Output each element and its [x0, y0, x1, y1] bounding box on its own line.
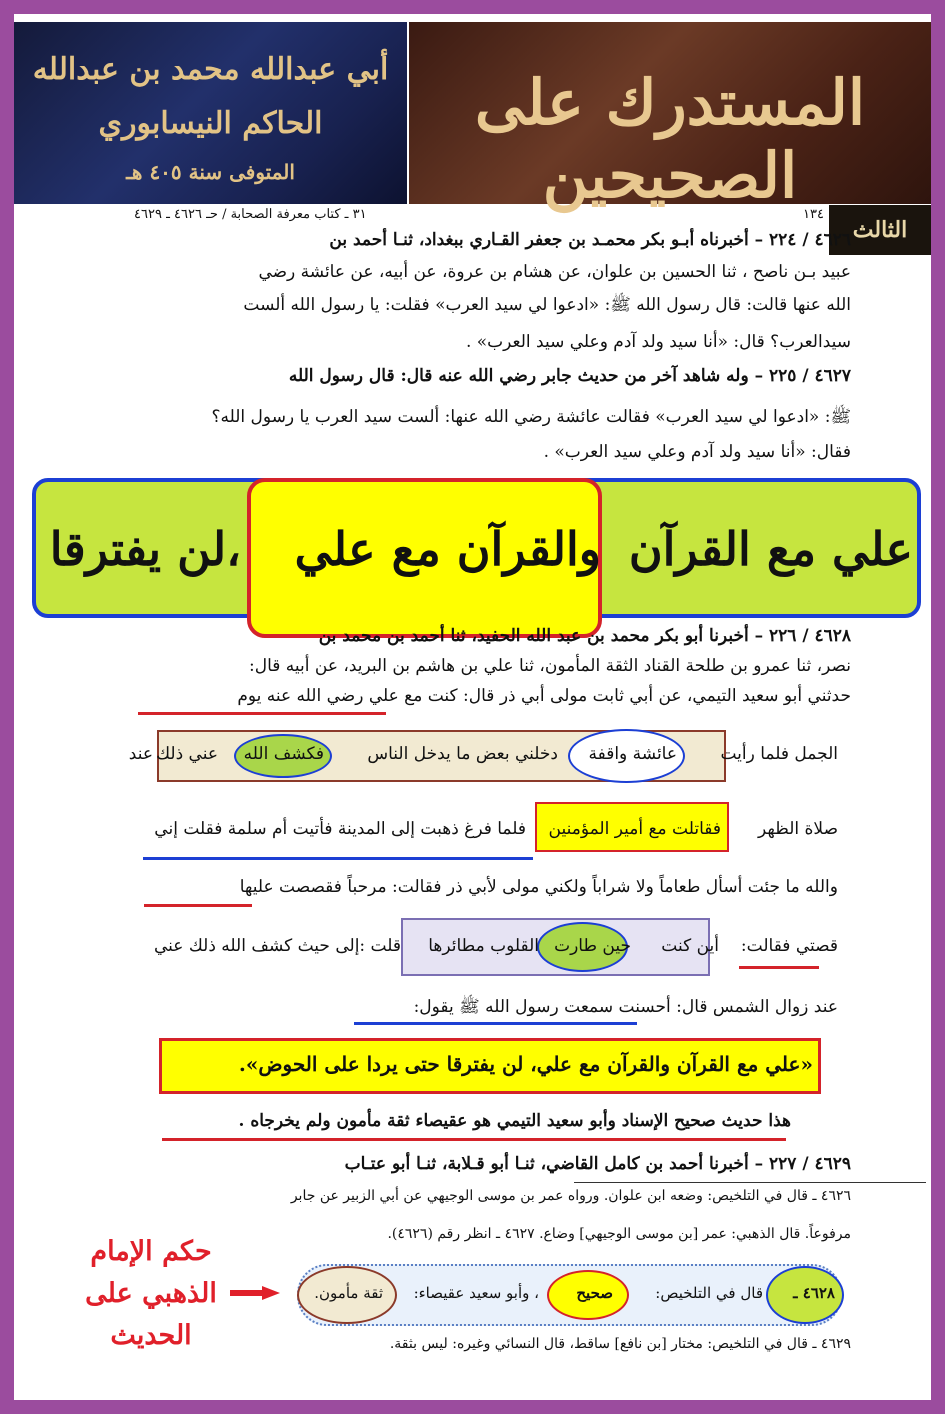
hadith-4628-line-7b: أين كنت [661, 936, 719, 956]
footnote-4628-text-c: ، وأبو سعيد عقيصاء: [413, 1284, 539, 1302]
hadith-4628-line-6: والله ما جئت أسأل طعاماً ولا شراباً ولكني مولى لأبي ذر فقالت: مرحباً فقصصت عليها [239, 877, 838, 897]
underline-qissati [739, 966, 819, 969]
underline-kuntu-maa-ali [138, 712, 386, 715]
author-nisba: الحاكم النيسابوري [98, 106, 323, 141]
banner-text-part-1: علي مع القرآن [628, 522, 913, 576]
hadith-4626-line-2: عبيد بـن ناصح ، ثنا الحسين بن علوان، عن هشام بن عروة، عن أبيه، عن عائشة رضي [258, 262, 851, 282]
author-name: أبي عبدالله محمد بن عبدالله [32, 52, 389, 87]
hadith-4627-line-2: ﷺ: «ادعوا لي سيد العرب» فقالت عائشة رضي الله عنها: ألست سيد العرب يا رسول الله؟ [211, 407, 851, 427]
book-title: المستدرك على الصحيحين [474, 66, 866, 212]
side-note-line-2: الذهبي على [85, 1278, 217, 1309]
hadith-4628-line-8: عند زوال الشمس قال: أحسنت سمعت رسول الله ﷺ يقول: [413, 997, 838, 1017]
hadith-4628-line-4f: عند [128, 744, 153, 764]
hadith-4629-line-1: ٤٦٢٩ / ٢٢٧ – أخبرنا أحمد بن كامل القاضي، ثنـا أبو قـلابة، ثنـا أبو عتـاب [344, 1154, 851, 1174]
book-title-cover [409, 22, 931, 212]
underline-i-heard [354, 1022, 637, 1025]
hadith-4627-line-3: فقال: «أنا سيد ولد آدم وعلي سيد العرب» . [543, 442, 851, 462]
footnote-separator [574, 1182, 926, 1183]
hadith-4628-line-4d: فكشف الله [243, 744, 324, 764]
footnote-4629: ٤٦٢٩ ـ قال في التلخيص: مختار [بن نافع] ساقط، قال النسائي وغيره: ليس بثقة. [389, 1336, 851, 1352]
footnote-4628-text-a: قال في التلخيص: [655, 1284, 763, 1302]
hadith-4628-line-5c: فلما فرغ ذهبت إلى المدينة فأتيت أم سلمة فقلت إني [154, 819, 526, 839]
footnote-4626-line-2: مرفوعاً. قال الذهبي: عمر [بن موسى الوجيهي] وضاع. ٤٦٢٧ ـ انظر رقم (٤٦٢٦). [387, 1226, 851, 1242]
underline-went-to-madina [143, 857, 533, 860]
hadith-4626-line-1: ٤٦٢٦ / ٢٢٤ – أخبرناه أبـو بكر محمـد بن جعفر القـاري ببغداد، ثنـا أحمد بن [329, 230, 851, 250]
footnote-4628-sahih: صحيح [576, 1284, 613, 1302]
hadith-4628-line-7c: حين طارت [554, 936, 631, 956]
hadith-4626-line-3: الله عنها قالت: قال رسول الله ﷺ: «ادعوا لي سيد العرب» فقلت: يا رسول الله ألست [243, 295, 851, 315]
underline-fqasastu [144, 904, 252, 907]
red-arrow-icon [230, 1286, 280, 1300]
hadith-quote-text: «علي مع القرآن والقرآن مع علي، لن يفترقا حتى يردا على الحوض». [238, 1052, 813, 1076]
hadith-4628-line-4a: الجمل فلما رأيت [720, 744, 838, 764]
author-cover [14, 22, 407, 204]
running-head [134, 207, 824, 222]
footnote-4628-number: ٤٦٢٨ ـ [793, 1284, 835, 1302]
banner-text-part-2: والقرآن مع علي [294, 522, 601, 576]
hadith-4628-line-7e: قلت :إلى حيث كشف الله ذلك عني [153, 936, 401, 956]
hadith-4628-line-7a: قصتي فقالت: [740, 936, 838, 956]
side-note-line-3: الحديث [110, 1320, 192, 1351]
hadith-4628-line-5b: فقاتلت مع أمير المؤمنين [548, 819, 721, 839]
hakim-verdict: هذا حديث صحيح الإسناد وأبو سعيد التيمي هو عقيصاء ثقة مأمون ولم يخرجاه . [238, 1111, 791, 1131]
chapter-reference: ٣١ ـ كتاب معرفة الصحابة / حـ ٤٦٢٦ ـ ٤٦٢٩ [134, 207, 367, 222]
hadith-4628-line-4c: دخلني بعض ما يدخل الناس [367, 744, 558, 764]
hadith-4628-line-3: حدثني أبو سعيد التيمي، عن أبي ثابت مولى أبي ذر قال: كنت مع علي رضي الله عنه يوم [237, 686, 851, 706]
hadith-4628-line-5a: صلاة الظهر [758, 819, 838, 839]
footnote-4628-thiqa: ثقة مأمون. [314, 1284, 383, 1302]
hadith-4628-line-7d: القلوب مطائرها [428, 936, 539, 956]
hadith-4628-line-1: ٤٦٢٨ / ٢٢٦ – أخبرنا أبو بكر محمد بن عبد الله الحفيد، ثنا أحمد بن محمد بن [318, 626, 851, 646]
author-death-date: المتوفى سنة ٤٠٥ هـ [126, 160, 295, 184]
underline-verdict [162, 1138, 786, 1141]
book-page [14, 14, 931, 1400]
hadith-4627-line-1: ٤٦٢٧ / ٢٢٥ – وله شاهد آخر من حديث جابر رضي الله عنه قال: قال رسول الله [288, 366, 851, 386]
hadith-4628-line-4b: عائشة واقفة [588, 744, 677, 764]
hadith-4626-line-4: سيدالعرب؟ قال: «أنا سيد ولد آدم وعلي سيد العرب» . [465, 332, 851, 352]
banner-text-part-3: ،لن يفترقا [49, 522, 241, 576]
footnote-4626-line-1: ٤٦٢٦ ـ قال في التلخيص: وضعه ابن علوان. ورواه عمر بن موسى الوجيهي عن أبي الزبير عن جابر [290, 1188, 851, 1204]
volume-label: الثالث [829, 205, 931, 255]
page-number: ١٣٤ [803, 207, 824, 222]
hadith-4628-line-2: نصر، ثنا عمرو بن طلحة القناد الثقة المأمون، ثنا علي بن هاشم بن البريد، عن أبيه قال: [249, 656, 851, 676]
side-note-line-1: حكم الإمام [90, 1236, 212, 1267]
hadith-4628-line-4e: عني ذلك [156, 744, 218, 764]
